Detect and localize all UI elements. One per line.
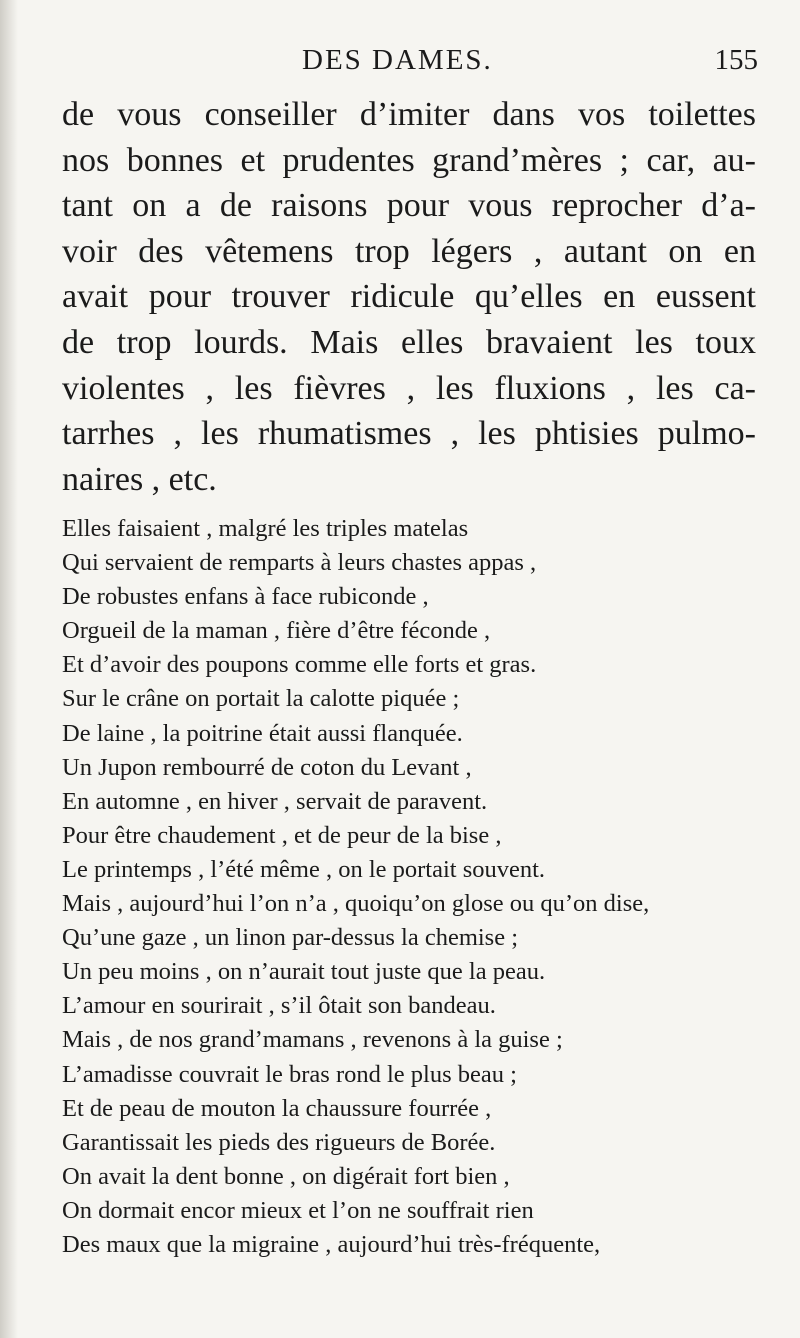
verse-line: Des maux que la migraine , aujourd’hui très-fréquente, — [62, 1230, 601, 1258]
verse-line: On dormait encor mieux et l’on ne souffrait rien — [62, 1196, 534, 1224]
prose-line: tarrhes , les rhumatismes , les phtisies pulmo- — [62, 415, 756, 453]
verse-line: Et d’avoir des poupons comme elle forts et gras. — [62, 651, 537, 679]
verse-line: Pour être chaudement , et de peur de la bise , — [62, 821, 502, 849]
page-header — [60, 44, 758, 84]
prose-line: violentes , les fièvres , les fluxions , les ca- — [62, 369, 756, 407]
prose-line: de vous conseiller d’imiter dans vos toilettes — [62, 96, 756, 133]
verse-line: De laine , la poitrine était aussi flanquée. — [62, 719, 463, 747]
verse-line: De robustes enfans à face rubiconde , — [62, 583, 429, 611]
verse-line: Un Jupon rembourré de coton du Levant , — [62, 753, 472, 781]
verse-line: Le printemps , l’été même , on le portait souvent. — [62, 855, 546, 883]
verse-line: Qu’une gaze , un linon par-dessus la chemise ; — [62, 924, 519, 952]
verse-line: Orgueil de la maman , fière d’être féconde , — [62, 617, 491, 645]
verse-line: L’amadisse couvrait le bras rond le plus beau ; — [62, 1060, 517, 1088]
verse-line: Et de peau de mouton la chaussure fourrée , — [62, 1094, 492, 1122]
page-number: 155 — [714, 44, 758, 76]
verse-line: Mais , aujourd’hui l’on n’a , quoiqu’on glose ou qu’on dise, — [62, 890, 650, 918]
verse-line: Mais , de nos grand’mamans , revenons à la guise ; — [62, 1026, 563, 1054]
page-gutter-shadow — [0, 0, 18, 1338]
verse-line: Qui servaient de remparts à leurs chastes appas , — [62, 549, 537, 577]
verse-line: Elles faisaient , malgré les triples matelas — [62, 515, 469, 542]
prose-paragraph — [62, 92, 756, 502]
running-title: DES DAMES. — [302, 44, 493, 76]
verse-line: Garantissait les pieds des rigueurs de Borée. — [62, 1128, 496, 1156]
prose-line: naires , etc. — [62, 460, 217, 498]
verse-line: L’amour en sourirait , s’il ôtait son bandeau. — [62, 992, 496, 1020]
verse-line: Un peu moins , on n’aurait tout juste que la peau. — [62, 958, 546, 986]
prose-line: avait pour trouver ridicule qu’elles en eussent — [62, 278, 756, 316]
verse-line: On avait la dent bonne , on digérait fort bien , — [62, 1162, 510, 1190]
verse-line: Sur le crâne on portait la calotte piquée ; — [62, 685, 460, 713]
prose-line: nos bonnes et prudentes grand’mères ; car, au- — [62, 141, 756, 179]
prose-line: tant on a de raisons pour vous reprocher d’a- — [62, 187, 756, 225]
verse-line: En automne , en hiver , servait de paravent. — [62, 787, 488, 815]
prose-line: voir des vêtemens trop légers , autant on en — [62, 232, 756, 270]
verse-block — [62, 512, 762, 1262]
prose-line: de trop lourds. Mais elles bravaient les toux — [62, 323, 756, 361]
